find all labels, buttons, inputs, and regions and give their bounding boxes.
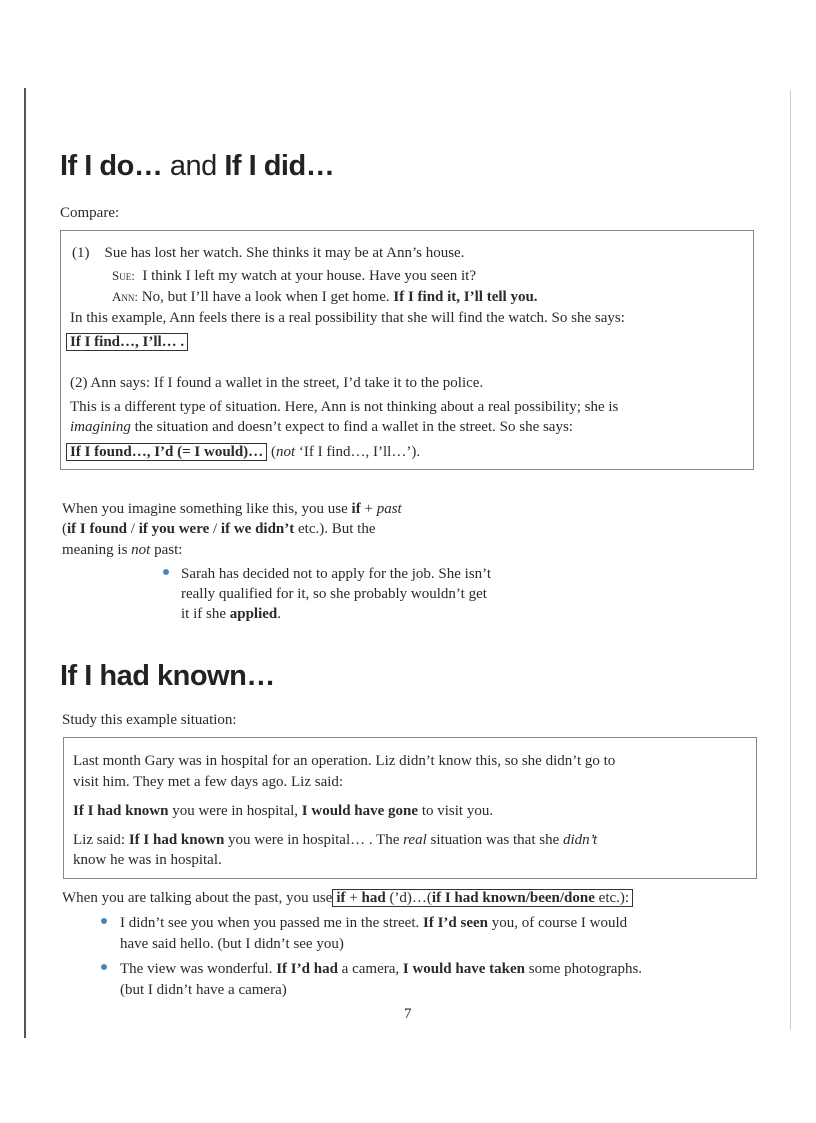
box1-sue-line: Sue: I think I left my watch at your house. Have you seen it? — [112, 268, 476, 284]
box2-line1: Last month Gary was in hospital for an operation. Liz didn’t know this, so she didn’t go to — [73, 753, 616, 769]
compare-label: Compare: — [60, 205, 120, 221]
bullet-camera-line2: (but I didn’t have a camera) — [120, 982, 287, 998]
para-line1: When you imagine something like this, you use if + past — [62, 501, 402, 517]
section-title-if-i-do: If I do… and If I did… — [60, 150, 335, 182]
para-line2: (if I found / if you were / if we didn’t etc.). But the — [62, 521, 376, 537]
page-edge-left — [24, 88, 26, 1038]
bullet-icon — [101, 918, 107, 924]
page-edge-right — [790, 90, 791, 1030]
bullet-camera-line1: The view was wonderful. If I’d had a camera, I would have taken some photographs. — [120, 961, 643, 977]
bullet-icon — [101, 964, 107, 970]
box1-frame2-line: If I found…, I’d (= I would)… (not ‘If I find…, I’ll…’). — [66, 442, 420, 462]
bullet-sarah-line2: really qualified for it, so she probably wouldn’t get — [181, 586, 487, 602]
box1-line3: This is a different type of situation. Here, Ann is not thinking about a real possibility; she is — [70, 399, 619, 415]
past-para-line: When you are talking about the past, you use if + had (’d)…(if I had known/been/done etc.): — [62, 888, 633, 908]
bullet-street-line1: I didn’t see you when you passed me in the street. If I’d seen you, of course I would — [120, 915, 628, 931]
box1-line1: (1) Sue has lost her watch. She thinks it may be at Ann’s house. — [72, 245, 465, 261]
bullet-icon — [163, 569, 169, 575]
section-title-if-i-had-known: If I had known… — [60, 660, 275, 692]
box1-example-line: In this example, Ann feels there is a real possibility that she will find the watch. So she says: — [70, 310, 625, 326]
box1-ann-line: Ann: No, but I’ll have a look when I get home. If I find it, I’ll tell you. — [112, 289, 538, 305]
box2-line3: If I had known you were in hospital, I would have gone to visit you. — [73, 803, 494, 819]
box2-line2: visit him. They met a few days ago. Liz said: — [73, 774, 344, 790]
bullet-sarah-line3: it if she applied. — [181, 606, 282, 622]
study-label: Study this example situation: — [62, 712, 237, 728]
box2-line4: Liz said: If I had known you were in hospital… . The real situation was that she didn’t — [73, 832, 598, 848]
page-number: 7 — [404, 1006, 412, 1022]
box1-line4: imagining the situation and doesn’t expect to find a wallet in the street. So she says: — [70, 419, 573, 435]
para-line3: meaning is not past: — [62, 542, 183, 558]
box1-frame1: If I find…, I’ll… . — [66, 332, 188, 352]
bullet-street-line2: have said hello. (but I didn’t see you) — [120, 936, 344, 952]
box2-line5: know he was in hospital. — [73, 852, 222, 868]
bullet-sarah-line1: Sarah has decided not to apply for the job. She isn’t — [181, 566, 492, 582]
box1-line2: (2) Ann says: If I found a wallet in the street, I’d take it to the police. — [70, 375, 484, 391]
